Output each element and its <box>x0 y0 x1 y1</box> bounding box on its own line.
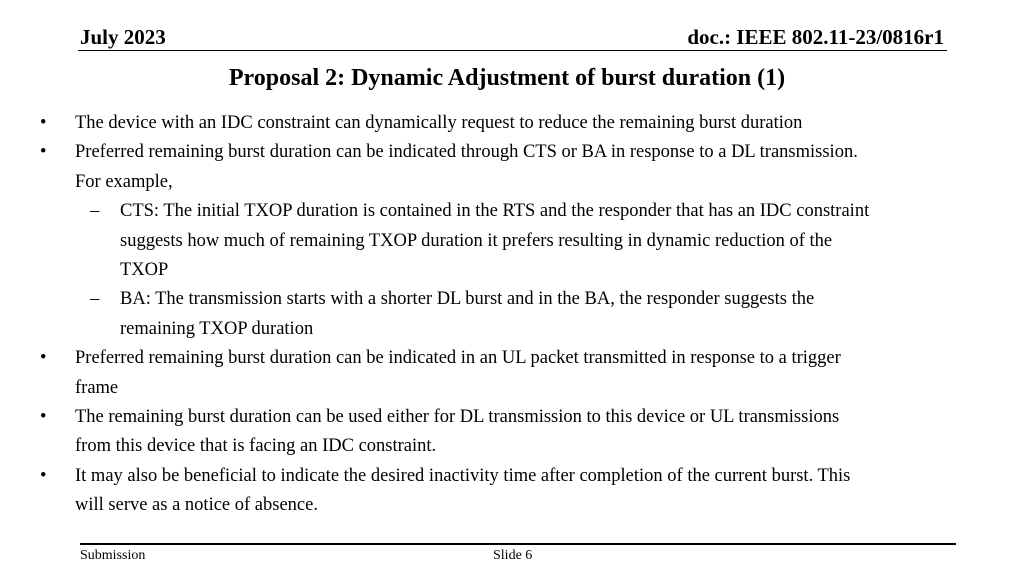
sub-bullet-cts-line-1: CTS: The initial TXOP duration is contained in the RTS and the responder that has an IDC constraint <box>120 201 870 222</box>
sub-bullet-ba-line-2: remaining TXOP duration <box>120 318 314 339</box>
slide-title: Proposal 2: Dynamic Adjustment of burst duration (1) <box>228 65 786 91</box>
bullet-5-line-2: will serve as a notice of absence. <box>75 495 318 516</box>
header-date: July 2023 <box>80 25 166 49</box>
header-doc-id: doc.: IEEE 802.11-23/0816r1 <box>687 25 944 49</box>
footer-slide-number: Slide 6 <box>493 548 533 563</box>
bullet-5 <box>0 462 1024 521</box>
sub-bullet-cts-line-3: TXOP <box>120 260 169 281</box>
bullet-4-line-2: from this device that is facing an IDC constraint. <box>75 436 437 457</box>
bullet-3-line-1: Preferred remaining burst duration can be indicated in an UL packet transmitted in response to a trigger <box>75 348 841 369</box>
bullet-2 <box>0 138 1024 197</box>
bullet-3 <box>0 344 1024 403</box>
bullet-marker: • <box>40 407 47 428</box>
bullet-marker: • <box>40 465 47 486</box>
sub-bullet-ba <box>0 285 1024 344</box>
footer-divider <box>80 543 956 545</box>
bullet-marker: • <box>40 348 47 369</box>
bullet-2-line-2: For example, <box>75 171 173 192</box>
bullet-marker: • <box>40 142 47 163</box>
dash-marker: – <box>90 201 100 222</box>
bullet-5-line-1: It may also be beneficial to indicate the desired inactivity time after completion of the current burst. This <box>75 465 851 486</box>
footer-submission: Submission <box>80 548 146 563</box>
sub-bullet-cts <box>0 197 1024 285</box>
bullet-4 <box>0 403 1024 462</box>
dash-marker: – <box>90 289 100 310</box>
bullet-1-line-1: The device with an IDC constraint can dynamically request to reduce the remaining burst duration <box>75 113 803 133</box>
sub-bullet-ba-line-1: BA: The transmission starts with a shorter DL burst and in the BA, the responder suggests the <box>120 289 815 310</box>
bullet-1 <box>0 109 1024 138</box>
slide-body <box>0 109 1024 521</box>
header-divider <box>78 50 947 51</box>
bullet-3-line-2: frame <box>75 377 119 398</box>
bullet-4-line-1: The remaining burst duration can be used either for DL transmission to this device or UL transmissions <box>75 407 840 428</box>
sub-bullet-cts-line-2: suggests how much of remaining TXOP duration it prefers resulting in dynamic reduction of the <box>120 230 833 251</box>
bullet-marker: • <box>40 113 47 133</box>
bullet-2-line-1: Preferred remaining burst duration can be indicated through CTS or BA in response to a DL transmission. <box>75 142 858 163</box>
